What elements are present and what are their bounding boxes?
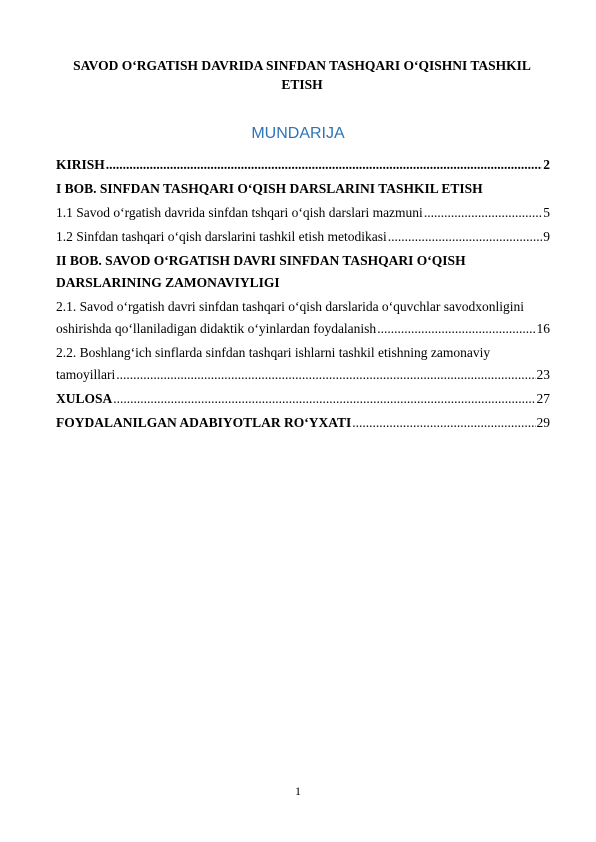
toc-page-number: 29 [536,415,550,430]
toc-entry[interactable] [56,154,550,176]
toc-entry-text: 1.1 Savod o‘rgatish davrida sinfdan tshqari o‘qish darslari mazmuni [56,205,423,220]
page-number: 1 [295,784,301,798]
toc-entry[interactable] [56,226,550,248]
toc-entry-text: KIRISH [56,157,105,172]
toc-entry-text: 2.2. Boshlang‘ich sinflarda sinfdan tashqari ishlarni tashkil etishning zamonaviy [56,345,491,360]
toc-leader-dots [116,364,535,386]
toc-page-number: 5 [543,205,550,220]
toc-page-number: 16 [536,321,550,336]
toc-page-number: 9 [543,229,550,244]
toc-entry[interactable] [56,412,550,434]
toc-entry[interactable] [56,178,550,200]
document-title: SAVOD O‘RGATISH DAVRIDA SINFDAN TASHQARI O‘QISHNI TASHKIL ETISH [73,58,531,92]
toc-page-number: 2 [543,157,550,172]
toc-entry-text: XULOSA [56,391,113,406]
toc-entry-text: 2.1. Savod o‘rgatish davri sinfdan tashqari o‘qish darslarida o‘quvchlar savodxonligini [56,299,525,314]
toc-leader-dots [106,154,542,176]
toc-entry[interactable] [56,250,550,294]
toc-leader-dots [352,412,535,434]
toc-entry[interactable] [56,342,550,386]
toc-leader-dots [388,226,543,248]
toc-entry-text: oshirishda qo‘llaniladigan didaktik o‘yinlardan foydalanish [56,321,377,336]
toc-entry-text: DARSLARINING ZAMONAVIYLIGI [56,275,280,290]
toc-entry[interactable] [56,388,550,410]
toc-entry-text: II BOB. SAVOD O‘RGATISH DAVRI SINFDAN TASHQARI O‘QISH [56,253,466,268]
toc-entry[interactable] [56,202,550,224]
toc-entry-text: 1.2 Sinfdan tashqari o‘qish darslarini tashkil etish metodikasi [56,229,387,244]
toc-page-number: 23 [536,367,550,382]
table-of-contents [56,154,550,436]
toc-entry[interactable] [56,296,550,340]
toc-entry-text: FOYDALANILGAN ADABIYOTLAR RO‘YXATI [56,415,352,430]
toc-leader-dots [377,318,535,340]
toc-page-number: 27 [536,391,550,406]
toc-leader-dots [113,388,535,410]
toc-entry-text: I BOB. SINFDAN TASHQARI O‘QISH DARSLARINI TASHKIL ETISH [56,181,483,196]
toc-leader-dots [424,202,542,224]
toc-heading: MUNDARIJA [251,125,345,142]
toc-entry-text: tamoyillari [56,367,116,382]
